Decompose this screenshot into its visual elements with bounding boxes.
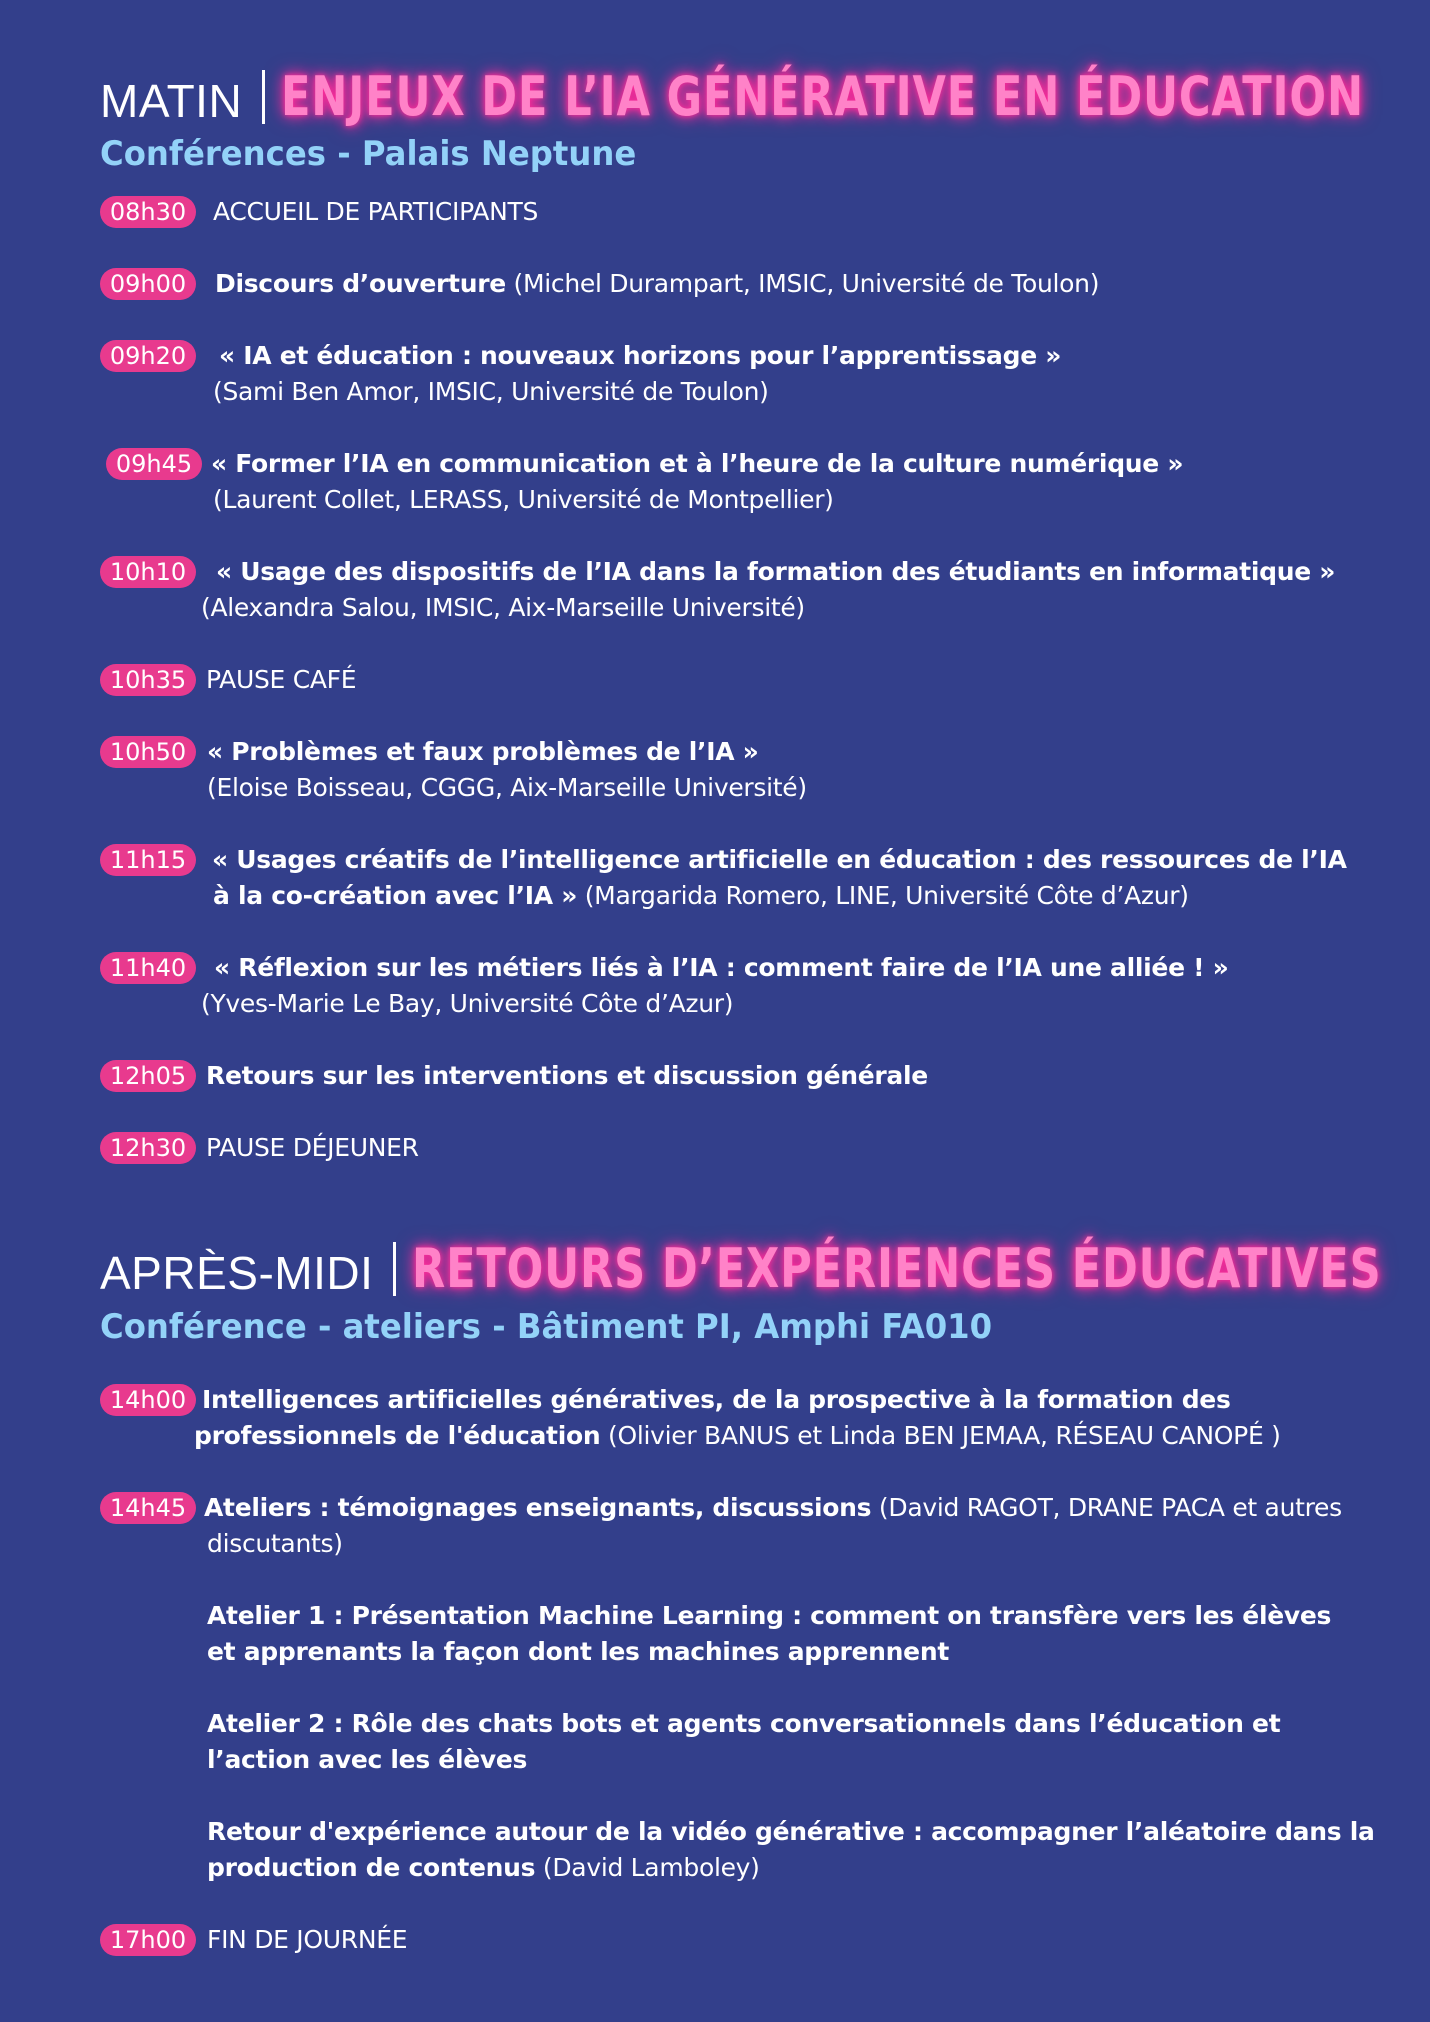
- item-line: [207, 1634, 949, 1670]
- item-line: [206, 1130, 419, 1166]
- item-text: (Yves-Marie Le Bay, Université Côte d’Azur): [201, 989, 734, 1018]
- item-text: (David RAGOT, DRANE PACA et autres: [871, 1493, 1342, 1522]
- item-text: (Eloise Boisseau, CGGG, Aix-Marseille Université): [207, 773, 807, 802]
- morning-header: [100, 65, 1430, 128]
- item-text: FIN DE JOURNÉE: [207, 1925, 408, 1954]
- item-line: [213, 194, 538, 230]
- time-badge: 10h10: [100, 556, 196, 588]
- morning-subtitle: Conférences - Palais Neptune: [100, 134, 637, 174]
- item-text: (Olivier BANUS et Linda BEN JEMAA, RÉSEAU CANOPÉ ): [600, 1421, 1281, 1450]
- item-bold-text: « Problèmes et faux problèmes de l’IA »: [207, 737, 759, 766]
- time-badge: 10h35: [100, 664, 196, 696]
- item-bold-text: Atelier 2 : Rôle des chats bots et agents conversationnels dans l’éducation et: [207, 1709, 1281, 1738]
- item-text: PAUSE CAFÉ: [206, 665, 357, 694]
- item-line: [216, 554, 1335, 590]
- item-line: [207, 734, 759, 770]
- time-badge: 12h30: [100, 1132, 196, 1164]
- item-line: [207, 1850, 760, 1886]
- item-bold-text: « Usages créatifs de l’intelligence artificielle en éducation : des ressources de l’IA: [212, 845, 1347, 874]
- item-bold-text: « Former l’IA en communication et à l’heure de la culture numérique »: [211, 449, 1184, 478]
- item-line: [201, 590, 805, 626]
- item-line: [211, 446, 1183, 482]
- item-line: [206, 1058, 928, 1094]
- item-line: [213, 878, 1189, 914]
- item-line: [202, 1382, 1231, 1418]
- item-text: PAUSE DÉJEUNER: [206, 1133, 419, 1162]
- item-bold-text: Discours d’ouverture: [215, 269, 506, 298]
- item-line: [207, 1922, 407, 1958]
- item-bold-text: « IA et éducation : nouveaux horizons pour l’apprentissage »: [219, 341, 1062, 370]
- item-bold-text: « Usage des dispositifs de l’IA dans la formation des étudiants en informatique »: [216, 557, 1336, 586]
- item-line: [219, 338, 1061, 374]
- header-separator: [393, 1242, 396, 1296]
- item-text: (Michel Durampart, IMSIC, Université de Toulon): [505, 269, 1100, 298]
- item-text: (Margarida Romero, LINE, Université Côte d’Azur): [577, 881, 1189, 910]
- time-badge: 09h20: [100, 340, 196, 372]
- item-line: [215, 266, 1099, 302]
- time-badge: 12h05: [100, 1060, 196, 1092]
- header-separator: [262, 70, 265, 124]
- item-line: [207, 1598, 1331, 1634]
- item-bold-text: production de contenus: [207, 1853, 536, 1882]
- afternoon-header: [100, 1237, 1430, 1300]
- item-line: [204, 1490, 1342, 1526]
- afternoon-label: APRÈS-MIDI: [100, 1247, 374, 1299]
- item-line: [201, 986, 733, 1022]
- time-badge: 09h45: [106, 448, 202, 480]
- time-badge: 08h30: [100, 196, 196, 228]
- time-badge: 11h15: [100, 844, 196, 876]
- time-badge: 17h00: [100, 1924, 196, 1956]
- item-bold-text: Retour d'expérience autour de la vidéo générative : accompagner l’aléatoire dans la: [207, 1817, 1375, 1846]
- item-text: (Sami Ben Amor, IMSIC, Université de Toulon): [213, 377, 769, 406]
- item-bold-text: Retours sur les interventions et discussion générale: [206, 1061, 928, 1090]
- item-text: (David Lamboley): [535, 1853, 760, 1882]
- item-text: ACCUEIL DE PARTICIPANTS: [213, 197, 539, 226]
- item-line: [207, 1814, 1375, 1850]
- time-badge: 10h50: [100, 736, 196, 768]
- item-bold-text: professionnels de l'éducation: [194, 1421, 601, 1450]
- item-line: [207, 1526, 343, 1562]
- item-bold-text: et apprenants la façon dont les machines apprennent: [207, 1637, 949, 1666]
- item-bold-text: Atelier 1 : Présentation Machine Learning : comment on transfère vers les élèves: [207, 1601, 1332, 1630]
- time-badge: 09h00: [100, 268, 196, 300]
- item-line: [206, 662, 356, 698]
- item-text: (Alexandra Salou, IMSIC, Aix-Marseille Université): [201, 593, 805, 622]
- item-line: [214, 950, 1229, 986]
- item-line: [213, 374, 769, 410]
- item-line: [207, 1706, 1280, 1742]
- time-badge: 14h00: [100, 1384, 196, 1416]
- item-text: discutants): [207, 1529, 343, 1558]
- item-bold-text: l’action avec les élèves: [207, 1745, 528, 1774]
- item-text: (Laurent Collet, LERASS, Université de Montpellier): [213, 485, 834, 514]
- item-line: [194, 1418, 1281, 1454]
- afternoon-subtitle: Conférence - ateliers - Bâtiment PI, Amphi FA010: [100, 1307, 993, 1347]
- morning-label: MATIN: [100, 75, 243, 127]
- morning-title: ENJEUX DE L’IA GÉNÉRATIVE EN ÉDUCATION: [281, 65, 1365, 128]
- time-badge: 14h45: [100, 1492, 196, 1524]
- item-line: [212, 842, 1347, 878]
- item-bold-text: à la co-création avec l’IA »: [213, 881, 578, 910]
- item-line: [207, 1742, 527, 1778]
- item-bold-text: Ateliers : témoignages enseignants, discussions: [204, 1493, 872, 1522]
- item-line: [207, 770, 807, 806]
- item-bold-text: « Réflexion sur les métiers liés à l’IA : comment faire de l’IA une alliée ! »: [214, 953, 1229, 982]
- item-line: [213, 482, 834, 518]
- item-bold-text: Intelligences artificielles génératives, de la prospective à la formation des: [202, 1385, 1231, 1414]
- time-badge: 11h40: [100, 952, 196, 984]
- afternoon-title: RETOURS D’EXPÉRIENCES ÉDUCATIVES: [412, 1237, 1382, 1300]
